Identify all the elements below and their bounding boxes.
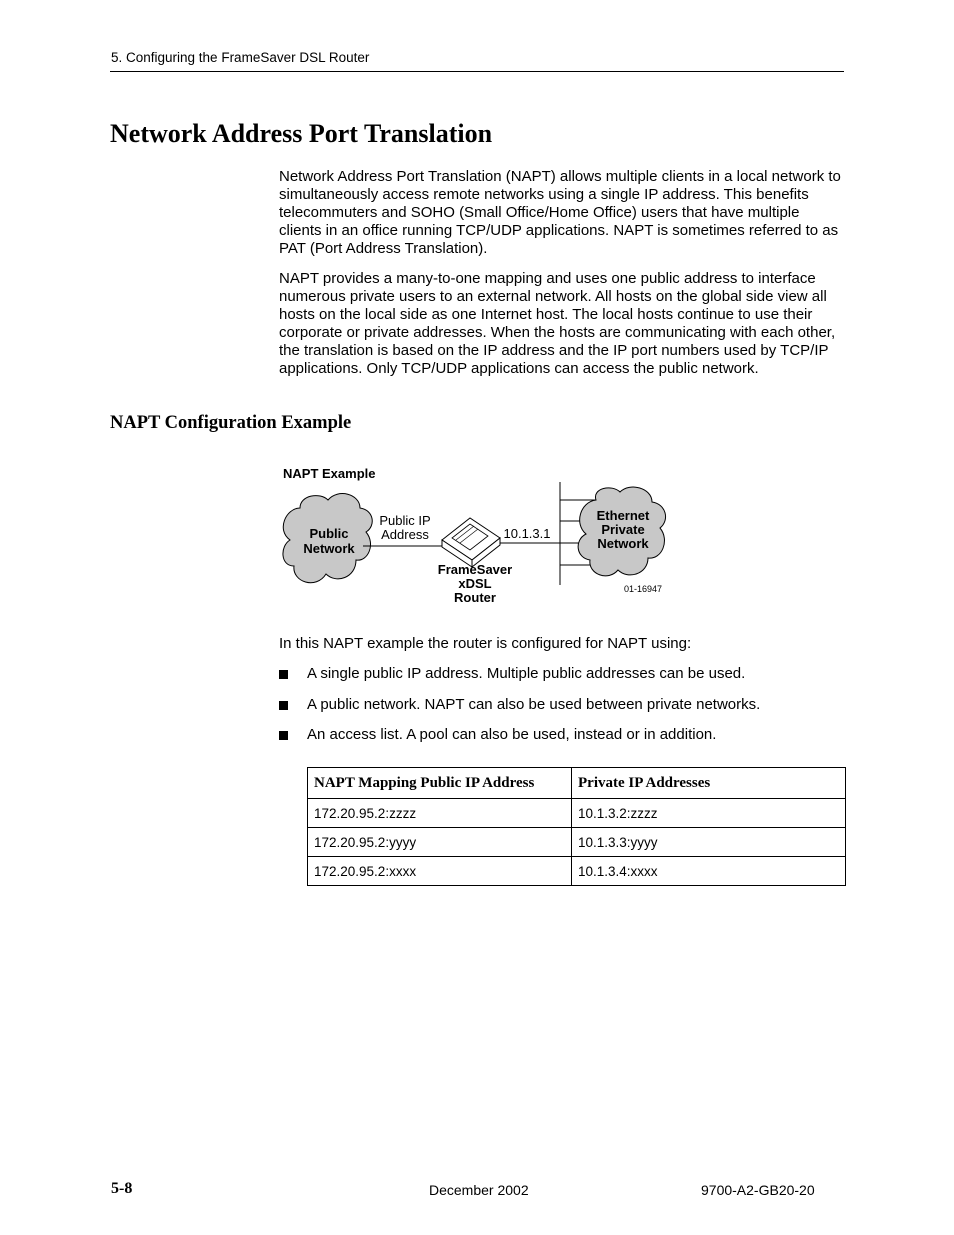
router-label-2: xDSL: [458, 576, 492, 591]
bullet-square-icon: [279, 731, 288, 740]
list-item: [279, 665, 760, 696]
paragraph-napt-mapping: NAPT provides a many-to-one mapping and uses one public address to interface numerous private users to an external network. All hosts on the global side view all hosts on the local side as one Internet host. The local hosts continue to use their corporate or private addresses. When the hosts are communicating with each other, the translation is based on the IP address and the IP port numbers used by TCP/IP applications. Only TCP/UDP applications can access the public network.: [279, 270, 836, 377]
bullet-square-icon: [279, 670, 288, 679]
column-header-public: NAPT Mapping Public IP Address: [308, 768, 572, 799]
napt-mapping-table: [307, 767, 846, 886]
table-cell: 10.1.3.2:zzzz: [572, 799, 846, 828]
bullet-list: [279, 665, 760, 757]
table-row: [308, 828, 846, 857]
running-header: 5. Configuring the FrameSaver DSL Router: [111, 50, 370, 65]
router-icon: [442, 518, 500, 567]
figure-id: 01-16947: [623, 584, 663, 594]
list-item: [279, 696, 760, 727]
table-cell: 10.1.3.4:xxxx: [572, 857, 846, 886]
public-cloud-label-2: Network: [303, 541, 355, 556]
router-ip-label: 10.1.3.1: [503, 526, 551, 541]
table-cell: 172.20.95.2:yyyy: [308, 828, 572, 857]
napt-example-figure: [270, 455, 690, 615]
footer-date: December 2002: [429, 1182, 529, 1198]
table-cell: 172.20.95.2:zzzz: [308, 799, 572, 828]
section-title: Network Address Port Translation: [110, 119, 493, 148]
document-number: 9700-A2-GB20-20: [701, 1182, 815, 1198]
list-item: [279, 726, 760, 757]
private-cloud-label-1: Ethernet: [596, 508, 650, 523]
private-cloud-label-3: Network: [597, 536, 649, 551]
paragraph-napt-intro: Network Address Port Translation (NAPT) allows multiple clients in a local network to simultaneously access remote networks using a single IP address. This benefits telecommuters and SOHO (Small Office/Home Office) users that have multiple clients in an office running TCP/UDP applications. NAPT is sometimes referred to as PAT (Port Address Translation).: [279, 168, 841, 257]
example-intro: In this NAPT example the router is configured for NAPT using:: [279, 635, 692, 652]
figure-title: NAPT Example: [283, 466, 376, 481]
private-cloud-label-2: Private: [601, 522, 645, 537]
table-row: [308, 857, 846, 886]
subsection-title: NAPT Configuration Example: [110, 413, 352, 433]
public-ip-label-2: Address: [381, 527, 429, 542]
bullet-text: An access list. A pool can also be used, instead or in addition.: [307, 726, 717, 743]
table-row: [308, 799, 846, 828]
table-cell: 172.20.95.2:xxxx: [308, 857, 572, 886]
router-label-1: FrameSaver: [437, 562, 513, 577]
public-ip-label-1: Public IP: [379, 513, 431, 528]
table-header-row: [308, 768, 846, 799]
header-rule: [110, 71, 844, 72]
bullet-text: A public network. NAPT can also be used between private networks.: [307, 695, 761, 713]
bullet-text: A single public IP address. Multiple public addresses can be used.: [307, 665, 746, 682]
router-label-3: Router: [454, 590, 496, 605]
bullet-square-icon: [279, 701, 288, 710]
page-number: 5-8: [111, 1180, 133, 1197]
column-header-private: Private IP Addresses: [572, 768, 846, 799]
public-cloud-label-1: Public: [309, 526, 349, 541]
table-cell: 10.1.3.3:yyyy: [572, 828, 846, 857]
